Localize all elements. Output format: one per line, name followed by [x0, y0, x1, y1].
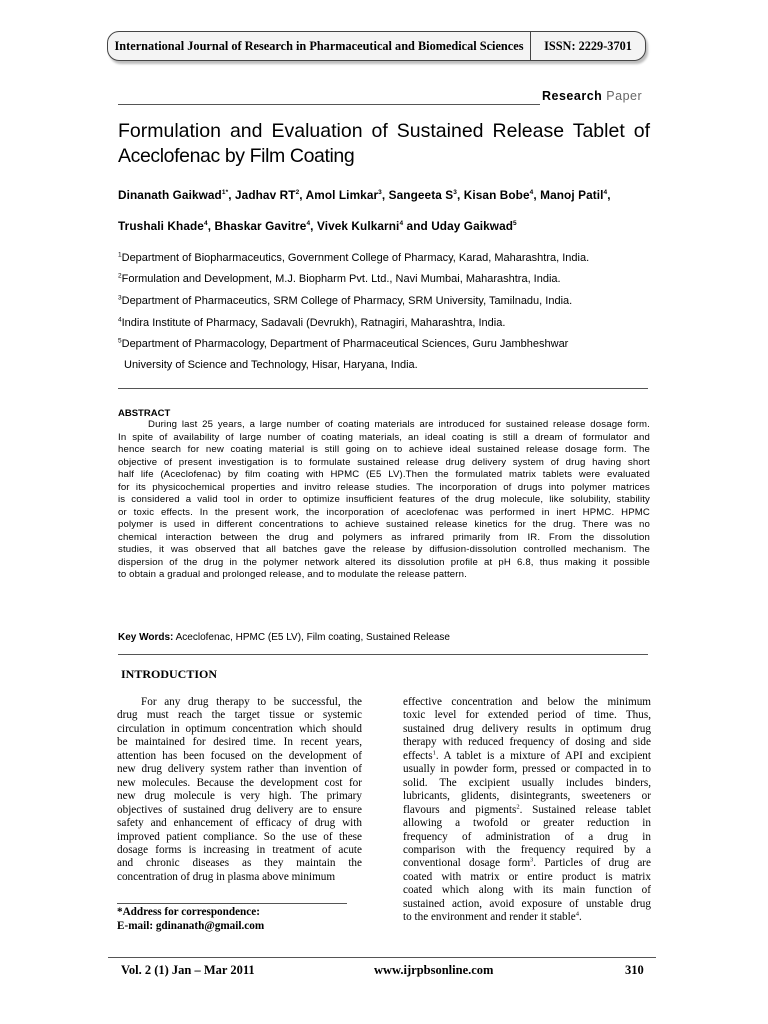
affiliation-text: Indira Institute of Pharmacy, Sadavali (Devrukh), Ratnagiri, Maharashtra, India.	[121, 317, 506, 329]
intro-right-line	[403, 817, 651, 830]
affiliation-number: 2	[118, 272, 122, 280]
author-name: Kisan Bobe	[463, 188, 530, 202]
intro-left-line: new drug molecule is very high. The primary	[117, 790, 362, 803]
author-name: Amol Limkar	[305, 188, 379, 202]
abstract-line: studies, it was observed that all batches gave the release by diffusion-dissolution controlled mechanism. The	[118, 544, 650, 555]
intro-left-line: be maintained for desired time. In recent years,	[117, 736, 362, 749]
journal-name: International Journal of Research in Pharmaceutical and Biomedical Sciences	[108, 32, 531, 60]
intro-right-line	[403, 844, 651, 857]
affiliation-item	[118, 295, 572, 307]
journal-header-banner	[107, 31, 646, 61]
intro-text: . Particles of drug are	[533, 857, 651, 870]
intro-right-line	[403, 898, 651, 911]
author-affiliation-marker: 4	[603, 189, 608, 197]
intro-right-line	[403, 871, 651, 884]
article-type-label	[542, 89, 642, 103]
intro-text: .	[578, 911, 582, 924]
intro-right-line	[403, 804, 651, 817]
intro-right-line	[403, 857, 651, 870]
footer-volume: Vol. 2 (1) Jan – Mar 2011	[121, 963, 255, 977]
intro-text: flavours and pigments	[403, 803, 517, 816]
abstract-line: objective of present investigation is to formulate sustained release drug delivery system of drug having short	[118, 456, 650, 468]
abstract-line: half life (Aceclofenac) by film coating with HPMC (E5 LV).Then the formulated matrix tablets were evaluated	[118, 469, 650, 480]
intro-right-line	[403, 736, 651, 749]
author-separator: ,	[310, 219, 317, 233]
intro-right-line	[403, 831, 651, 844]
author-line-2	[118, 219, 517, 233]
intro-left-line: improved patient compliance. So the use of these	[117, 830, 362, 843]
author-name: Dinanath Gaikwad	[118, 188, 222, 202]
introduction-right-column	[403, 696, 651, 925]
affiliation-divider	[118, 388, 648, 389]
affiliation-item	[118, 317, 505, 329]
intro-text: coated with matrix or entire product is matrix	[403, 870, 651, 883]
footnote-rule	[117, 903, 347, 904]
citation-marker: 2	[516, 802, 520, 810]
author-affiliation-marker: 5	[513, 220, 517, 228]
abstract-line: polymer is used in different concentrations to achieve sustained release kinetics for the drug. There was no	[118, 519, 650, 530]
affiliation-text: Department of Biopharmaceutics, Government College of Pharmacy, Karad, Maharashtra, India.	[121, 252, 590, 264]
citation-marker: 4	[575, 910, 579, 918]
correspondence-label: *Address for correspondence:	[117, 906, 260, 918]
intro-text: coated which along with its main function of	[403, 884, 651, 897]
abstract-line: to obtain a gradual and prolonged release, and to modulate the release pattern.	[118, 569, 467, 580]
abstract-heading: ABSTRACT	[118, 408, 171, 419]
affiliation-continuation	[124, 359, 418, 371]
author-affiliation-marker: 1*	[221, 189, 229, 197]
affiliation-item	[118, 273, 561, 285]
abstract-line: In spite of availability of large number of coating materials, an ideal coating is still a dream of formulator and	[118, 431, 650, 443]
affiliation-number: 4	[118, 316, 122, 324]
intro-text: solid. The excipient usually includes binders,	[403, 776, 651, 789]
author-separator: ,	[533, 188, 541, 202]
intro-right-line	[403, 750, 651, 763]
author-affiliation-marker: 3	[378, 189, 382, 197]
intro-left-line: For any drug therapy to be successful, the	[141, 696, 362, 708]
affiliation-number: 3	[118, 294, 122, 302]
author-name: Sangeeta S	[388, 188, 454, 202]
affiliation-item	[118, 252, 589, 264]
page-number: 310	[625, 963, 644, 977]
article-type-normal: Paper	[606, 89, 643, 103]
abstract-line: During last 25 years, a large number of coating materials are introduced for sustained release dosage form.	[148, 419, 650, 430]
paper-title-line-2: Aceclofenac by Film Coating	[118, 145, 355, 167]
abstract-line: is considered a valid tool in order to optimize insufficient features of the drug molecule, like solubility, stability	[118, 494, 650, 505]
introduction-left-column	[117, 696, 362, 884]
author-line-1	[118, 188, 611, 202]
author-affiliation-marker: 3	[453, 189, 457, 197]
intro-text: frequency of administration of a drug in	[403, 830, 651, 843]
abstract-line: chemical interaction between the drug and polymers as infrared primarily from IR. From the dissolution	[118, 531, 650, 543]
author-separator: ,	[456, 188, 464, 202]
author-name: Vivek Kulkarni	[316, 219, 400, 233]
intro-text: effective concentration and below the minimum	[403, 696, 651, 708]
affiliation-text: University of Science and Technology, Hisar, Haryana, India.	[124, 359, 418, 371]
author-name: Manoj Patil	[540, 188, 604, 202]
article-type-bold: Research	[542, 89, 603, 103]
intro-right-line	[403, 790, 651, 803]
abstract-line: hence search for new coating material is still going on to achieve ideal sustained release dosage form. The	[118, 444, 650, 455]
affiliation-item	[118, 338, 568, 350]
citation-marker: 3	[530, 856, 534, 864]
author-name: Uday Gaikwad	[431, 219, 514, 233]
intro-text: usually in powder form, pressed or compacted in to	[403, 763, 651, 776]
intro-left-line: objectives of sustained drug delivery are to ensure	[117, 803, 362, 816]
author-separator: ,	[228, 188, 235, 202]
intro-left-line: safety and enhancement of efficacy of drug with	[117, 817, 362, 830]
affiliation-number: 1	[118, 251, 122, 259]
affiliation-text: Department of Pharmaceutics, SRM College of Pharmacy, SRM University, Tamilnadu, India.	[121, 295, 573, 307]
intro-right-line	[403, 696, 651, 709]
author-affiliation-marker: 4	[399, 220, 404, 228]
intro-text: effects	[403, 749, 433, 762]
intro-left-line: new drug delivery system rather than invention of	[117, 763, 362, 776]
author-affiliation-marker: 4	[529, 189, 534, 197]
intro-right-line	[403, 777, 651, 790]
paper-title	[118, 119, 650, 169]
keywords	[118, 632, 450, 643]
intro-text: to the environment and render it stable	[403, 911, 576, 924]
correspondence-block	[117, 905, 264, 933]
author-separator: ,	[207, 219, 215, 233]
author-separator: ,	[381, 188, 389, 202]
intro-text: comparison with the frequency required by a	[403, 843, 651, 856]
intro-text: . Sustained release tablet	[519, 803, 652, 816]
author-separator: and	[403, 219, 432, 233]
intro-left-line: circulation in optimum concentration which should	[117, 722, 362, 735]
affiliation-number: 5	[118, 337, 122, 345]
intro-right-line	[403, 709, 651, 722]
affiliation-text: Formulation and Development, M.J. Biopharm Pvt. Ltd., Navi Mumbai, Maharashtra, India.	[121, 273, 561, 285]
article-type-rule	[118, 104, 540, 105]
keywords-label: Key Words:	[118, 632, 174, 643]
issn-label: ISSN: 2229-3701	[544, 38, 632, 53]
abstract-body	[118, 419, 650, 582]
footer-url-link[interactable]: www.ijrpbsonline.com	[374, 963, 494, 977]
author-affiliation-marker: 2	[295, 189, 300, 197]
author-separator: ,	[299, 188, 306, 202]
intro-left-line: and chronic diseases as they maintain the	[117, 857, 362, 870]
intro-right-line	[403, 723, 651, 736]
intro-text: . A tablet is a mixture of API and excipient	[435, 749, 651, 762]
intro-left-line: attention has been focused on the development of	[117, 749, 362, 762]
author-separator: ,	[607, 188, 611, 202]
intro-text: sustained drug delivery results in optimum drug	[403, 722, 651, 735]
keywords-text: Aceclofenac, HPMC (E5 LV), Film coating, Sustained Release	[173, 632, 450, 643]
correspondence-email[interactable]: E-mail: gdinanath@gmail.com	[117, 920, 265, 932]
intro-text: therapy with reduced frequency of dosing and side	[403, 736, 651, 749]
intro-left-line: concentration of drug in plasma above minimum	[117, 870, 336, 883]
keywords-divider	[118, 654, 648, 655]
intro-text: conventional dosage form	[403, 857, 531, 870]
intro-text: allowing a twofold or greater reduction in	[403, 817, 651, 830]
intro-right-line	[403, 911, 651, 924]
author-affiliation-marker: 4	[203, 220, 208, 228]
citation-marker: 1	[432, 749, 436, 757]
intro-left-line: drug must reach the target tissue or systemic	[117, 709, 362, 722]
author-affiliation-marker: 4	[306, 220, 311, 228]
author-name: Bhaskar Gavitre	[214, 219, 307, 233]
paper-title-line-1: Formulation and Evaluation of Sustained Release Tablet of	[118, 120, 650, 142]
introduction-heading: INTRODUCTION	[121, 667, 218, 681]
intro-right-line	[403, 884, 651, 897]
abstract-line: dispersion of the drug in the polymer network altered its dissolution profile at pH 6.8, thus making it possible	[118, 556, 650, 568]
intro-text: lubricants, glidents, disintegrants, sweeteners or	[403, 790, 651, 803]
intro-right-line	[403, 763, 651, 776]
intro-left-line: dosage forms is increasing in treatment of acute	[117, 843, 362, 856]
intro-left-line: new molecules. Because the development cost for	[117, 776, 362, 789]
intro-text: toxic level for extended period of time. Thus,	[403, 709, 651, 722]
affiliation-text: Department of Pharmacology, Department of Pharmaceutical Sciences, Guru Jambheshwar	[121, 338, 569, 350]
footer-rule	[108, 957, 656, 958]
intro-text: sustained action, avoid exposure of unstable drug	[403, 897, 651, 910]
author-name: Jadhav RT	[235, 188, 296, 202]
abstract-line: or toxic effects. In the present work, the incorporation of aceclofenac was performed in inert HPMC. HPMC	[118, 506, 650, 518]
abstract-line: for its physicochemical properties and invitro release studies. The incorporation of drugs into polymer matrices	[118, 481, 650, 493]
author-name: Trushali Khade	[118, 219, 204, 233]
